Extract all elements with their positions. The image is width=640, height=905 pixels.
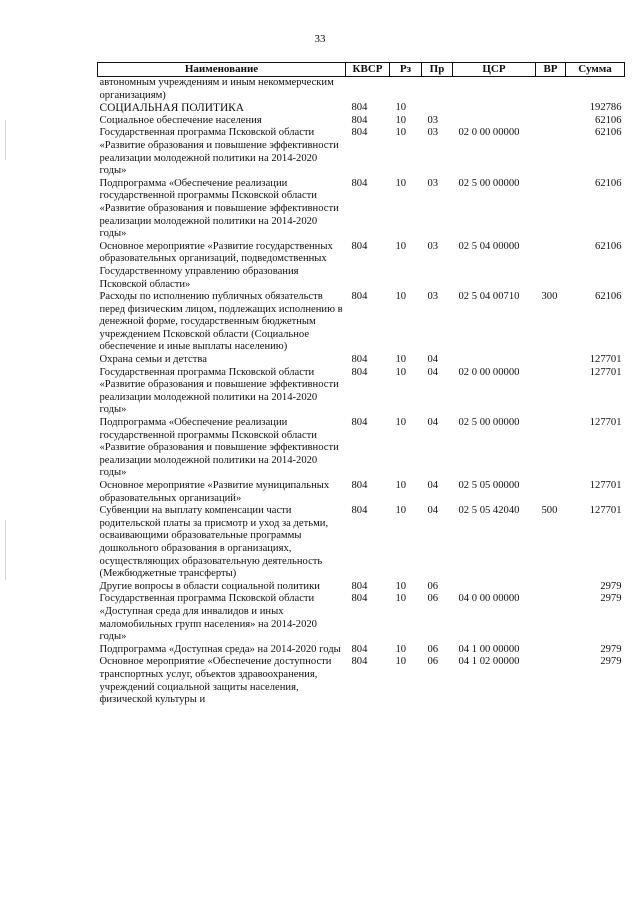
cell-pr	[422, 102, 453, 115]
cell-kvsr: 804	[351, 417, 368, 429]
cell-vr	[536, 178, 566, 241]
cell-kvsr: 804	[351, 593, 368, 605]
cell-rz: 10	[395, 354, 407, 366]
table-body	[98, 77, 625, 707]
cell-sum: 127701	[589, 354, 622, 366]
header-row	[98, 63, 625, 77]
cell-pr: 06	[427, 643, 439, 655]
header-rz: Рз	[390, 63, 422, 77]
cell-kvsr: 804	[351, 240, 368, 252]
cell-csr: 04 1 00 00000	[458, 643, 520, 655]
cell-rz: 10	[395, 127, 407, 139]
cell-csr: 02 5 04 00000	[458, 240, 520, 252]
table-row	[98, 480, 625, 505]
cell-name: Охрана семьи и детства	[99, 354, 207, 366]
table-row	[98, 656, 625, 706]
cell-rz: 10	[395, 291, 407, 303]
cell-pr: 03	[427, 127, 439, 139]
header-pr: Пр	[422, 63, 453, 77]
budget-table	[97, 62, 625, 707]
cell-pr: 04	[427, 366, 439, 378]
table-row	[98, 115, 625, 128]
cell-rz: 10	[395, 417, 407, 429]
header-name: Наименование	[98, 63, 346, 77]
cell-rz	[390, 77, 422, 103]
cell-sum: 127701	[589, 505, 622, 517]
cell-csr: 02 5 00 00000	[458, 417, 520, 429]
cell-rz: 10	[395, 580, 407, 592]
cell-pr: 04	[427, 480, 439, 491]
cell-rz: 10	[395, 480, 407, 491]
cell-rz: 10	[395, 593, 407, 605]
cell-vr	[536, 127, 566, 177]
cell-csr	[453, 102, 536, 115]
cell-name: СОЦИАЛЬНАЯ ПОЛИТИКА	[99, 102, 245, 115]
header-kvsr: КВСР	[346, 63, 390, 77]
cell-vr: 300	[541, 291, 558, 303]
cell-csr: 02 5 04 00710	[458, 291, 520, 303]
cell-rz: 10	[395, 656, 407, 668]
table-row	[98, 581, 625, 594]
scan-edge-mark	[5, 120, 6, 160]
cell-name: Основное мероприятие «Развитие муниципальных образовательных организаций»	[99, 480, 330, 504]
cell-sum: 2979	[600, 593, 622, 605]
cell-pr	[422, 77, 453, 103]
cell-pr: 04	[427, 505, 439, 517]
header-csr: ЦСР	[453, 63, 536, 77]
cell-kvsr: 804	[351, 480, 368, 491]
page-number: 33	[314, 33, 326, 45]
cell-kvsr: 804	[351, 505, 368, 517]
cell-kvsr: 804	[351, 291, 368, 303]
table-row	[98, 505, 625, 581]
cell-kvsr: 804	[351, 580, 368, 592]
cell-vr	[536, 77, 566, 103]
table-row	[98, 367, 625, 417]
cell-sum: 127701	[589, 417, 622, 429]
cell-pr: 03	[427, 177, 439, 189]
cell-kvsr: 804	[351, 114, 368, 126]
cell-pr: 03	[427, 291, 439, 303]
cell-name: автономным учреждениям и иным некоммерческим организациям)	[99, 77, 334, 101]
cell-pr: 06	[427, 656, 439, 668]
cell-pr: 06	[427, 580, 439, 592]
cell-sum: 62106	[595, 291, 622, 303]
cell-sum: 127701	[589, 366, 622, 378]
cell-vr	[536, 417, 566, 480]
cell-csr: 02 0 00 00000	[458, 366, 520, 378]
table-row	[98, 644, 625, 657]
cell-kvsr: 804	[351, 656, 368, 668]
cell-sum: 62106	[595, 177, 622, 189]
cell-sum: 192786	[589, 102, 622, 114]
cell-pr: 03	[427, 240, 439, 252]
cell-sum: 2979	[600, 656, 622, 668]
cell-csr: 02 5 00 00000	[458, 177, 520, 189]
cell-kvsr: 804	[351, 127, 368, 139]
cell-vr	[536, 102, 566, 115]
cell-vr	[536, 367, 566, 417]
cell-vr	[536, 656, 566, 706]
cell-rz: 10	[395, 240, 407, 252]
cell-vr	[536, 644, 566, 657]
cell-csr	[453, 354, 536, 367]
table-row	[98, 241, 625, 291]
cell-name: Подпрограмма «Обеспечение реализации государственной программы Псковской области «Развитие образования и повышение эффективности реализации молодежной политики на 2014-2020 годы»	[99, 177, 339, 240]
table-row	[98, 354, 625, 367]
table-row	[98, 178, 625, 241]
cell-pr: 03	[427, 114, 439, 126]
cell-vr	[536, 480, 566, 505]
cell-name: Основное мероприятие «Обеспечение доступности транспортных услуг, объектов здравоохранения, учреждений социальной защиты населения, физической культуры и	[99, 656, 332, 706]
cell-sum: 2979	[600, 580, 622, 592]
scan-edge-mark	[5, 520, 6, 580]
cell-sum: 127701	[589, 480, 622, 491]
cell-vr	[536, 593, 566, 643]
header-vr: ВР	[536, 63, 566, 77]
cell-sum: 62106	[595, 127, 622, 139]
cell-pr: 04	[427, 354, 439, 366]
cell-name: Государственная программа Псковской области «Доступная среда для инвалидов и иных маломобильных групп населения» на 2014-2020 годы»	[99, 593, 317, 643]
cell-csr: 02 5 05 00000	[458, 480, 520, 491]
cell-rz: 10	[395, 505, 407, 517]
cell-vr	[536, 581, 566, 594]
cell-vr: 500	[541, 505, 558, 517]
cell-name: Другие вопросы в области социальной политики	[99, 580, 320, 592]
cell-vr	[536, 354, 566, 367]
cell-rz: 10	[395, 114, 407, 126]
cell-csr: 04 1 02 00000	[458, 656, 520, 668]
table-row	[98, 291, 625, 354]
cell-sum	[566, 77, 625, 103]
cell-vr	[536, 241, 566, 291]
table-row	[98, 417, 625, 480]
cell-rz: 10	[395, 177, 407, 189]
cell-kvsr: 804	[351, 177, 368, 189]
cell-csr: 02 0 00 00000	[458, 127, 520, 139]
cell-vr	[536, 115, 566, 128]
header-sum: Сумма	[566, 63, 625, 77]
table-row	[98, 102, 625, 115]
cell-pr: 04	[427, 417, 439, 429]
cell-kvsr: 804	[351, 354, 368, 366]
cell-csr	[453, 581, 536, 594]
cell-sum: 62106	[595, 240, 622, 252]
cell-csr: 02 5 05 42040	[458, 505, 520, 517]
table-row	[98, 77, 625, 103]
cell-sum: 2979	[600, 643, 622, 655]
cell-name: Подпрограмма «Доступная среда» на 2014-2020 годы	[99, 643, 341, 655]
cell-kvsr: 804	[351, 366, 368, 378]
cell-kvsr: 804	[351, 643, 368, 655]
cell-name: Социальное обеспечение населения	[99, 114, 262, 126]
cell-name: Подпрограмма «Обеспечение реализации государственной программы Псковской области «Развитие образования и повышение эффективности реализации молодежной политики на 2014-2020 годы»	[99, 417, 339, 479]
cell-csr: 04 0 00 00000	[458, 593, 520, 605]
cell-kvsr: 804	[351, 102, 368, 114]
table-row	[98, 127, 625, 177]
cell-rz: 10	[395, 102, 407, 114]
cell-csr	[453, 115, 536, 128]
cell-rz: 10	[395, 366, 407, 378]
cell-rz: 10	[395, 643, 407, 655]
cell-name: Государственная программа Псковской области «Развитие образования и повышение эффективности реализации молодежной политики на 2014-2020 годы»	[99, 366, 339, 416]
cell-name: Основное мероприятие «Развитие государственных образовательных организаций, подведомственных Государственному управлению образования Псковской области»	[99, 240, 333, 290]
table-row	[98, 593, 625, 643]
cell-pr: 06	[427, 593, 439, 605]
cell-name: Субвенции на выплату компенсации части родительской платы за присмотр и уход за детьми, осваивающими образовательные программы дошкольного образования в организациях, осуществляющих образовательную деятельность (Межбюджетные трансферты)	[99, 505, 329, 580]
cell-sum: 62106	[595, 114, 622, 126]
cell-kvsr	[346, 77, 390, 103]
cell-csr	[453, 77, 536, 103]
cell-name: Расходы по исполнению публичных обязательств перед физическим лицом, подлежащих исполнению в денежной форме, государственным бюджетным учреждением Псковской области (Социальное обеспечение и иные выплаты населению)	[99, 291, 343, 353]
cell-name: Государственная программа Псковской области «Развитие образования и повышение эффективности реализации молодежной политики на 2014-2020 годы»	[99, 127, 339, 177]
table-header	[98, 63, 625, 77]
